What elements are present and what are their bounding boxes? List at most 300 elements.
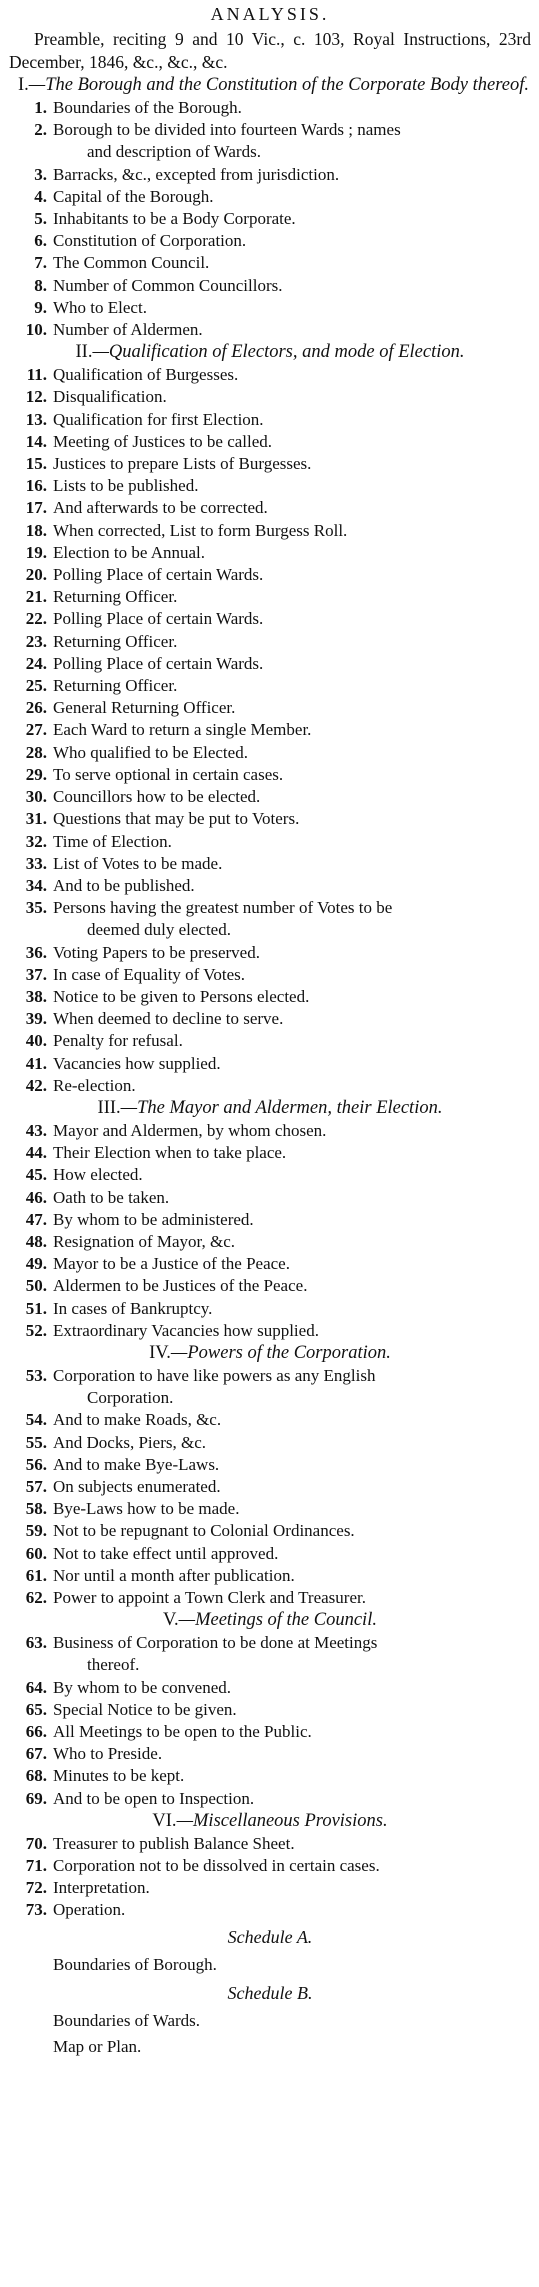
item-number: 21. (25, 587, 47, 607)
list-item (9, 1298, 531, 1320)
list-item (9, 1320, 531, 1342)
section-numeral: I. (18, 75, 29, 95)
list-item (9, 1699, 531, 1721)
section-title: The Borough and the Constitution of the Corporate Body thereof. (45, 75, 529, 95)
item-text (53, 631, 531, 653)
item-text-line: Polling Place of certain Wards. (53, 653, 264, 673)
item-number: 70. (25, 1833, 47, 1853)
list-item (9, 808, 531, 830)
list-item (9, 1476, 531, 1498)
item-number: 47. (25, 1209, 47, 1229)
section-heading: IV.—Powers of the Corporation. (149, 1342, 391, 1363)
item-number: 36. (25, 942, 47, 962)
item-text-continuation: thereof. (87, 1655, 140, 1675)
list-item (9, 119, 531, 163)
item-number: 30. (25, 787, 47, 807)
item-text (53, 1209, 531, 1231)
list-item (9, 1432, 531, 1454)
item-text (53, 1075, 531, 1097)
item-number: 26. (25, 698, 47, 718)
item-text-line: Qualification of Burgesses. (53, 365, 239, 385)
item-text-line: Corporation to have like powers as any English (53, 1365, 376, 1385)
item-number: 40. (25, 1031, 47, 1051)
section-item-list (9, 1120, 531, 1342)
list-item (9, 653, 531, 675)
item-text-line: Treasurer to publish Balance Sheet. (53, 1833, 295, 1853)
item-text (53, 275, 531, 297)
item-number: 34. (25, 875, 47, 895)
item-text (53, 453, 531, 475)
item-text-line: Bye-Laws how to be made. (53, 1499, 240, 1519)
item-text (53, 1030, 531, 1052)
item-text (53, 119, 531, 163)
item-text (53, 1677, 531, 1699)
item-number: 37. (25, 964, 47, 984)
list-item (9, 1275, 531, 1297)
schedule-line: Boundaries of Wards. (53, 2010, 201, 2030)
item-number: 27. (25, 720, 47, 740)
item-text (53, 1520, 531, 1542)
item-number: 35. (25, 898, 47, 918)
item-number: 66. (25, 1722, 47, 1742)
item-text (53, 764, 531, 786)
item-text-line: Qualification for first Election. (53, 409, 264, 429)
item-number: 48. (25, 1231, 47, 1251)
item-text-line: Aldermen to be Justices of the Peace. (53, 1276, 308, 1296)
item-text-line: Questions that may be put to Voters. (53, 809, 300, 829)
item-text-line: Number of Common Councillors. (53, 275, 283, 295)
list-item (9, 1008, 531, 1030)
item-text (53, 186, 531, 208)
list-item (9, 1075, 531, 1097)
schedule-line: Boundaries of Borough. (53, 1954, 217, 1974)
item-number: 63. (25, 1633, 47, 1653)
item-text (53, 1008, 531, 1030)
list-item (9, 275, 531, 297)
item-text-line: Re-election. (53, 1075, 136, 1095)
item-number: 68. (25, 1766, 47, 1786)
list-item (9, 742, 531, 764)
item-text-line: In case of Equality of Votes. (53, 964, 245, 984)
list-item (9, 208, 531, 230)
preamble: Preamble, reciting 9 and 10 Vic., c. 103, Royal Instructions, 23rd December, 1846, &c., &c., &c. (9, 29, 531, 72)
list-item (9, 164, 531, 186)
item-text-line: Barracks, &c., excepted from jurisdiction. (53, 164, 340, 184)
item-text-line: Nor until a month after publication. (53, 1565, 295, 1585)
list-item (9, 1520, 531, 1542)
item-text (53, 897, 531, 941)
item-number: 62. (25, 1588, 47, 1607)
item-text-line: Their Election when to take place. (53, 1143, 287, 1163)
item-number: 69. (25, 1788, 47, 1808)
list-item (9, 1765, 531, 1787)
list-item (9, 97, 531, 119)
schedule-line: Map or Plan. (53, 2036, 142, 2056)
list-item (9, 1164, 531, 1186)
list-item (9, 1454, 531, 1476)
item-text (53, 1053, 531, 1075)
list-item (9, 520, 531, 542)
item-text (53, 1142, 531, 1164)
item-text-line: To serve optional in certain cases. (53, 764, 284, 784)
item-number: 31. (25, 809, 47, 829)
item-number: 2. (34, 120, 47, 140)
item-text-continuation: and description of Wards. (87, 142, 261, 162)
item-number: 73. (25, 1900, 47, 1920)
item-text-line: How elected. (53, 1165, 143, 1185)
item-text-line: List of Votes to be made. (53, 853, 223, 873)
item-text-line: Returning Officer. (53, 587, 178, 607)
item-number: 24. (25, 653, 47, 673)
list-item (9, 1498, 531, 1520)
item-text-line: Each Ward to return a single Member. (53, 720, 312, 740)
item-text-line: Time of Election. (53, 831, 172, 851)
item-text-line: And to make Bye-Laws. (53, 1454, 220, 1474)
item-text-line: The Common Council. (53, 253, 210, 273)
section-title: The Mayor and Aldermen, their Election. (137, 1097, 443, 1118)
item-text (53, 1320, 531, 1342)
item-text-line: Returning Officer. (53, 631, 178, 651)
item-number: 50. (25, 1276, 47, 1296)
section-heading: VI.—Miscellaneous Provisions. (152, 1810, 388, 1831)
section-numeral: VI. (152, 1810, 177, 1831)
item-text (53, 364, 531, 386)
item-number: 6. (34, 231, 47, 251)
list-item (9, 608, 531, 630)
item-number: 15. (25, 454, 47, 474)
item-number: 41. (25, 1053, 47, 1073)
item-text-line: By whom to be administered. (53, 1209, 254, 1229)
list-item (9, 964, 531, 986)
item-number: 43. (25, 1120, 47, 1140)
list-item (9, 1365, 531, 1409)
item-text (53, 786, 531, 808)
item-text (53, 1432, 531, 1454)
list-item (9, 252, 531, 274)
section-item-list (9, 364, 531, 1097)
list-item (9, 453, 531, 475)
item-number: 51. (25, 1298, 47, 1318)
item-number: 39. (25, 1009, 47, 1029)
item-number: 61. (25, 1565, 47, 1585)
item-text (53, 875, 531, 897)
item-text-line: All Meetings to be open to the Public. (53, 1722, 312, 1742)
item-number: 9. (34, 297, 47, 317)
item-text-line: Minutes to be kept. (53, 1766, 185, 1786)
list-item (9, 1053, 531, 1075)
item-text-line: When deemed to decline to serve. (53, 1009, 284, 1029)
item-text-line: Notice to be given to Persons elected. (53, 986, 310, 1006)
section-heading: V.—Meetings of the Council. (163, 1610, 377, 1631)
item-text (53, 542, 531, 564)
list-item (9, 386, 531, 408)
item-text (53, 319, 531, 341)
item-text (53, 608, 531, 630)
list-item (9, 475, 531, 497)
item-text-line: Penalty for refusal. (53, 1031, 183, 1051)
item-text (53, 586, 531, 608)
item-text-line: Not to take effect until approved. (53, 1543, 279, 1563)
list-item (9, 564, 531, 586)
list-item (9, 542, 531, 564)
item-number: 46. (25, 1187, 47, 1207)
item-text-continuation: deemed duly elected. (87, 920, 231, 940)
item-number: 60. (25, 1543, 47, 1563)
item-text (53, 675, 531, 697)
item-text-line: Oath to be taken. (53, 1187, 170, 1207)
item-text (53, 742, 531, 764)
schedule-heading: Schedule B. (227, 1982, 313, 2003)
item-number: 57. (25, 1476, 47, 1496)
list-item (9, 1743, 531, 1765)
sections-container (9, 74, 531, 1922)
item-number: 71. (25, 1856, 47, 1876)
list-item (9, 986, 531, 1008)
item-number: 56. (25, 1454, 47, 1474)
item-text-line: Power to appoint a Town Clerk and Treasurer. (53, 1588, 366, 1607)
item-text-line: Corporation not to be dissolved in certain cases. (53, 1856, 380, 1876)
item-number: 14. (25, 431, 47, 451)
item-text-line: By whom to be convened. (53, 1677, 231, 1697)
item-text (53, 1587, 531, 1609)
item-text-line: Resignation of Mayor, &c. (53, 1231, 236, 1251)
item-text-line: Election to be Annual. (53, 542, 206, 562)
item-number: 11. (26, 365, 47, 385)
item-text (53, 1253, 531, 1275)
item-text (53, 1721, 531, 1743)
list-item (9, 409, 531, 431)
list-item (9, 764, 531, 786)
item-text (53, 1632, 531, 1676)
item-number: 17. (25, 498, 47, 518)
item-text-line: Vacancies how supplied. (53, 1053, 221, 1073)
item-text (53, 1120, 531, 1142)
item-text-line: Who to Elect. (53, 297, 147, 317)
item-text-line: Not to be repugnant to Colonial Ordinances. (53, 1521, 355, 1541)
list-item (9, 1877, 531, 1899)
item-number: 25. (25, 676, 47, 696)
item-number: 65. (25, 1699, 47, 1719)
item-text-line: Persons having the greatest number of Votes to be (53, 898, 393, 918)
item-number: 3. (34, 164, 47, 184)
schedules-container (9, 1922, 531, 2060)
item-text (53, 431, 531, 453)
item-number: 29. (25, 764, 47, 784)
list-item (9, 1855, 531, 1877)
list-item (9, 1632, 531, 1676)
item-text (53, 1231, 531, 1253)
item-number: 38. (25, 986, 47, 1006)
item-text (53, 986, 531, 1008)
item-text-line: Inhabitants to be a Body Corporate. (53, 209, 296, 229)
list-item (9, 319, 531, 341)
item-text (53, 1187, 531, 1209)
item-text-line: Business of Corporation to be done at Meetings (53, 1633, 378, 1653)
item-text-line: In cases of Bankruptcy. (53, 1298, 213, 1318)
item-number: 16. (25, 476, 47, 496)
item-text-line: Boundaries of the Borough. (53, 98, 242, 117)
item-number: 1. (34, 98, 47, 117)
section-title: Qualification of Electors, and mode of Election. (108, 342, 465, 363)
section-title: Meetings of the Council. (195, 1610, 377, 1631)
item-number: 7. (34, 253, 47, 273)
item-number: 12. (25, 387, 47, 407)
item-text-line: Disqualification. (53, 387, 167, 407)
section-numeral: III. (97, 1097, 121, 1118)
item-number: 67. (25, 1744, 47, 1764)
item-text (53, 808, 531, 830)
item-number: 13. (25, 409, 47, 429)
item-text (53, 1788, 531, 1810)
section-heading: II.—Qualification of Electors, and mode of Election. (75, 342, 465, 363)
section-heading: I.—The Borough and the Constitution of the Corporate Body thereof. (18, 75, 529, 95)
section-item-list (9, 1833, 531, 1922)
list-item (9, 875, 531, 897)
item-text (53, 252, 531, 274)
item-text (53, 1476, 531, 1498)
list-item (9, 631, 531, 653)
item-number: 55. (25, 1432, 47, 1452)
list-item (9, 897, 531, 941)
list-item (9, 586, 531, 608)
item-text-continuation: Corporation. (87, 1388, 174, 1408)
item-text (53, 164, 531, 186)
item-text (53, 1899, 531, 1921)
item-text (53, 475, 531, 497)
list-item (9, 1899, 531, 1921)
item-text-line: Special Notice to be given. (53, 1699, 237, 1719)
item-text (53, 409, 531, 431)
item-number: 64. (25, 1677, 47, 1697)
item-text (53, 1409, 531, 1431)
section-item-list (9, 1632, 531, 1810)
item-text (53, 719, 531, 741)
item-text-line: Borough to be divided into fourteen Wards ; names (53, 120, 401, 140)
list-item (9, 1231, 531, 1253)
list-item (9, 230, 531, 252)
list-item (9, 831, 531, 853)
list-item (9, 1677, 531, 1699)
section-heading: III.—The Mayor and Aldermen, their Election. (97, 1097, 443, 1118)
list-item (9, 1209, 531, 1231)
item-number: 8. (34, 275, 47, 295)
item-text (53, 1743, 531, 1765)
item-number: 72. (25, 1878, 47, 1898)
list-item (9, 431, 531, 453)
list-item (9, 1187, 531, 1209)
item-text-line: When corrected, List to form Burgess Roll. (53, 520, 348, 540)
list-item (9, 186, 531, 208)
section-title: Miscellaneous Provisions. (193, 1810, 388, 1831)
list-item (9, 1833, 531, 1855)
item-text-line: Who qualified to be Elected. (53, 742, 248, 762)
item-text (53, 697, 531, 719)
item-text-line: Returning Officer. (53, 676, 178, 696)
item-number: 44. (25, 1143, 47, 1163)
item-text (53, 1498, 531, 1520)
list-item (9, 1565, 531, 1587)
list-item (9, 1721, 531, 1743)
item-text (53, 1454, 531, 1476)
item-number: 54. (25, 1410, 47, 1430)
item-text (53, 386, 531, 408)
list-item (9, 675, 531, 697)
item-text (53, 497, 531, 519)
item-text-line: Polling Place of certain Wards. (53, 565, 264, 585)
section-numeral: V. (163, 1610, 179, 1631)
item-text-line: Councillors how to be elected. (53, 787, 261, 807)
item-text (53, 208, 531, 230)
item-number: 22. (25, 609, 47, 629)
item-text-line: Who to Preside. (53, 1744, 163, 1764)
list-item (9, 1030, 531, 1052)
list-item (9, 853, 531, 875)
item-text-line: And to be open to Inspection. (53, 1788, 255, 1808)
list-item (9, 719, 531, 741)
item-text-line: And afterwards to be corrected. (53, 498, 268, 518)
item-text (53, 1565, 531, 1587)
item-number: 10. (25, 320, 47, 340)
item-text-line: Justices to prepare Lists of Burgesses. (53, 454, 312, 474)
item-text-line: And to make Roads, &c. (53, 1410, 222, 1430)
item-number: 19. (25, 542, 47, 562)
section-item-list (9, 97, 531, 341)
item-text-line: Mayor to be a Justice of the Peace. (53, 1254, 290, 1274)
item-text (53, 942, 531, 964)
item-text-line: Voting Papers to be preserved. (53, 942, 260, 962)
section-numeral: II. (75, 342, 93, 363)
item-number: 33. (25, 853, 47, 873)
item-text (53, 297, 531, 319)
item-text (53, 230, 531, 252)
item-text-line: Operation. (53, 1900, 126, 1920)
item-number: 5. (34, 209, 47, 229)
item-number: 58. (25, 1499, 47, 1519)
item-number: 28. (25, 742, 47, 762)
item-number: 45. (25, 1165, 47, 1185)
item-text (53, 1298, 531, 1320)
item-text (53, 1275, 531, 1297)
item-text (53, 831, 531, 853)
item-text (53, 1543, 531, 1565)
item-text-line: Extraordinary Vacancies how supplied. (53, 1320, 319, 1340)
list-item (9, 1120, 531, 1142)
item-number: 4. (34, 186, 47, 206)
item-text (53, 1833, 531, 1855)
list-item (9, 297, 531, 319)
list-item (9, 1543, 531, 1565)
item-number: 32. (25, 831, 47, 851)
item-text-line: On subjects enumerated. (53, 1476, 221, 1496)
list-item (9, 497, 531, 519)
section-item-list (9, 1365, 531, 1609)
item-text (53, 564, 531, 586)
item-text (53, 653, 531, 675)
list-item (9, 786, 531, 808)
item-text (53, 853, 531, 875)
item-number: 18. (25, 520, 47, 540)
list-item (9, 697, 531, 719)
list-item (9, 1788, 531, 1810)
item-text-line: Mayor and Aldermen, by whom chosen. (53, 1120, 327, 1140)
item-text-line: Meeting of Justices to be called. (53, 431, 273, 451)
item-text (53, 520, 531, 542)
item-number: 20. (25, 565, 47, 585)
list-item (9, 364, 531, 386)
section-title: Powers of the Corporation. (187, 1342, 391, 1363)
item-text-line: And Docks, Piers, &c. (53, 1432, 206, 1452)
item-text-line: Constitution of Corporation. (53, 231, 247, 251)
